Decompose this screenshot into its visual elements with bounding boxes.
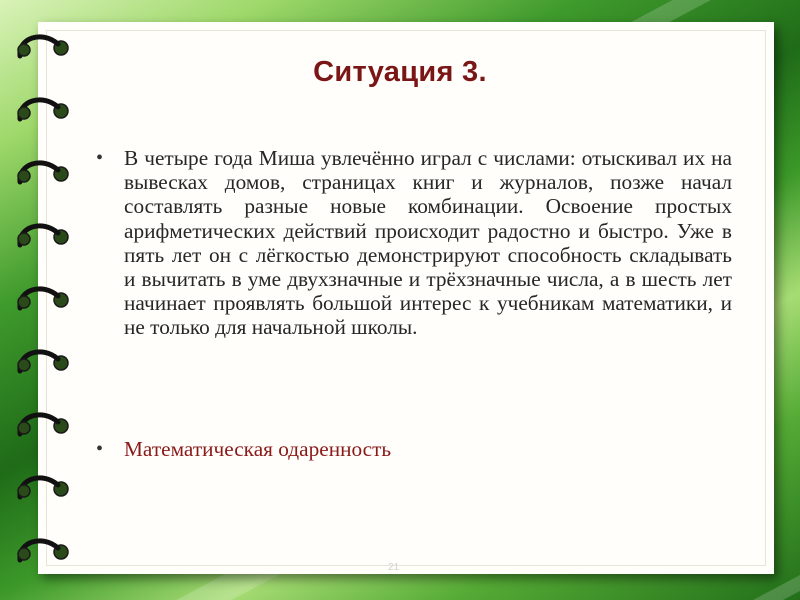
slide-number: 21 <box>388 562 400 573</box>
spiral-ring-icon <box>12 469 72 505</box>
spiral-ring-icon <box>12 280 72 316</box>
spiral-ring-icon <box>12 217 72 253</box>
bullet-marker: • <box>96 438 104 460</box>
spiral-ring-icon <box>12 532 72 568</box>
slide-title: Ситуация 3. <box>313 56 487 88</box>
spiral-ring-icon <box>12 154 72 190</box>
spiral-ring-icon <box>12 91 72 127</box>
answer-text: Математическая одаренность <box>124 437 392 461</box>
situation-text: В четыре года Миша увлечённо играл с числами: отыскивал их на вывесках домов, страницах книг и журналов, позже начал составлять разные новые комбинации. Освоение простых арифметических действий происходит радостно и быстро. Уже в пять лет он с лёгкостью демонстрируют способность складывать и вычитать в уме двухзначные и трёхзначные числа, а в шесть лет начинает проявлять большой интерес к учебникам математики, и не только для начальной школы. <box>124 146 732 340</box>
bullet-item-answer <box>96 437 391 462</box>
bullet-item-situation <box>96 146 732 340</box>
spiral-ring-icon <box>12 343 72 379</box>
spiral-ring-icon <box>12 406 72 442</box>
bullet-marker: • <box>96 147 104 169</box>
